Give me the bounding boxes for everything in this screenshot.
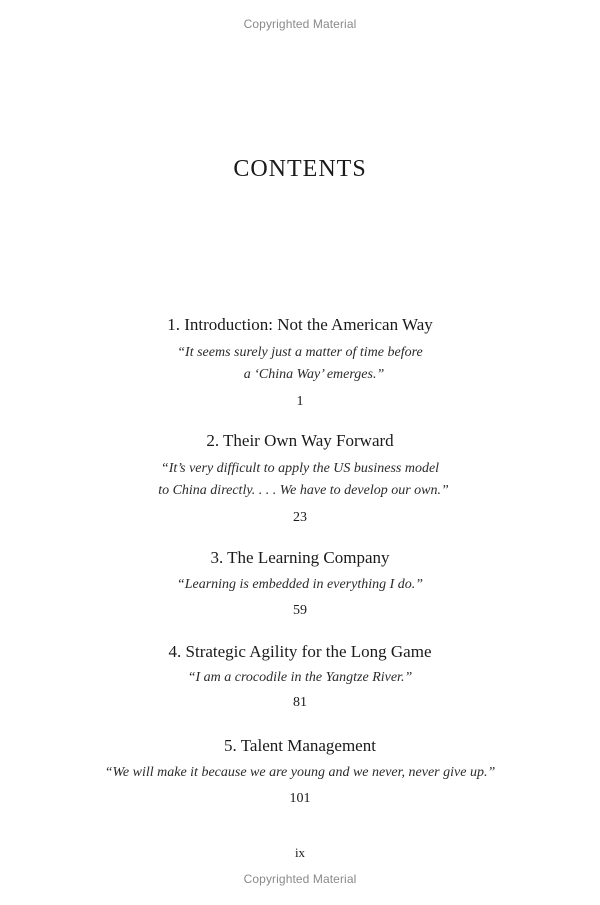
chapter-heading[interactable]: 4. Strategic Agility for the Long Game <box>168 642 432 661</box>
toc-entry <box>0 430 600 528</box>
chapter-epigraph: “It’s very difficult to apply the US business model to China directly. . . . We have to develop our own.” <box>158 461 449 498</box>
chapter-heading[interactable]: 5. Talent Management <box>224 736 376 755</box>
chapter-epigraph: “It seems surely just a matter of time before a ‘China Way’ emerges.” <box>177 345 423 382</box>
chapter-page-number: 1 <box>296 394 304 409</box>
chapter-heading[interactable]: 2. Their Own Way Forward <box>206 431 394 450</box>
chapter-epigraph: “Learning is embedded in everything I do.” <box>176 577 424 592</box>
page-title: CONTENTS <box>233 156 367 182</box>
chapter-page-number: 59 <box>293 603 307 618</box>
chapter-page-number: 23 <box>293 510 307 525</box>
chapter-heading[interactable]: 1. Introduction: Not the American Way <box>167 315 433 334</box>
toc-entry <box>0 641 600 713</box>
chapter-page-number: 81 <box>293 695 307 710</box>
chapter-epigraph: “We will make it because we are young and we never, never give up.” <box>104 765 496 780</box>
copyright-watermark-top: Copyrighted Material <box>243 17 357 31</box>
chapter-page-number: 101 <box>289 791 311 806</box>
chapter-epigraph: “I am a crocodile in the Yangtze River.” <box>187 670 413 685</box>
toc-entry <box>0 314 600 412</box>
toc-entry <box>0 735 600 809</box>
chapter-heading[interactable]: 3. The Learning Company <box>210 548 390 567</box>
copyright-watermark-bottom: Copyrighted Material <box>243 872 357 886</box>
folio-page-number: ix <box>294 845 306 860</box>
toc-entry <box>0 547 600 621</box>
